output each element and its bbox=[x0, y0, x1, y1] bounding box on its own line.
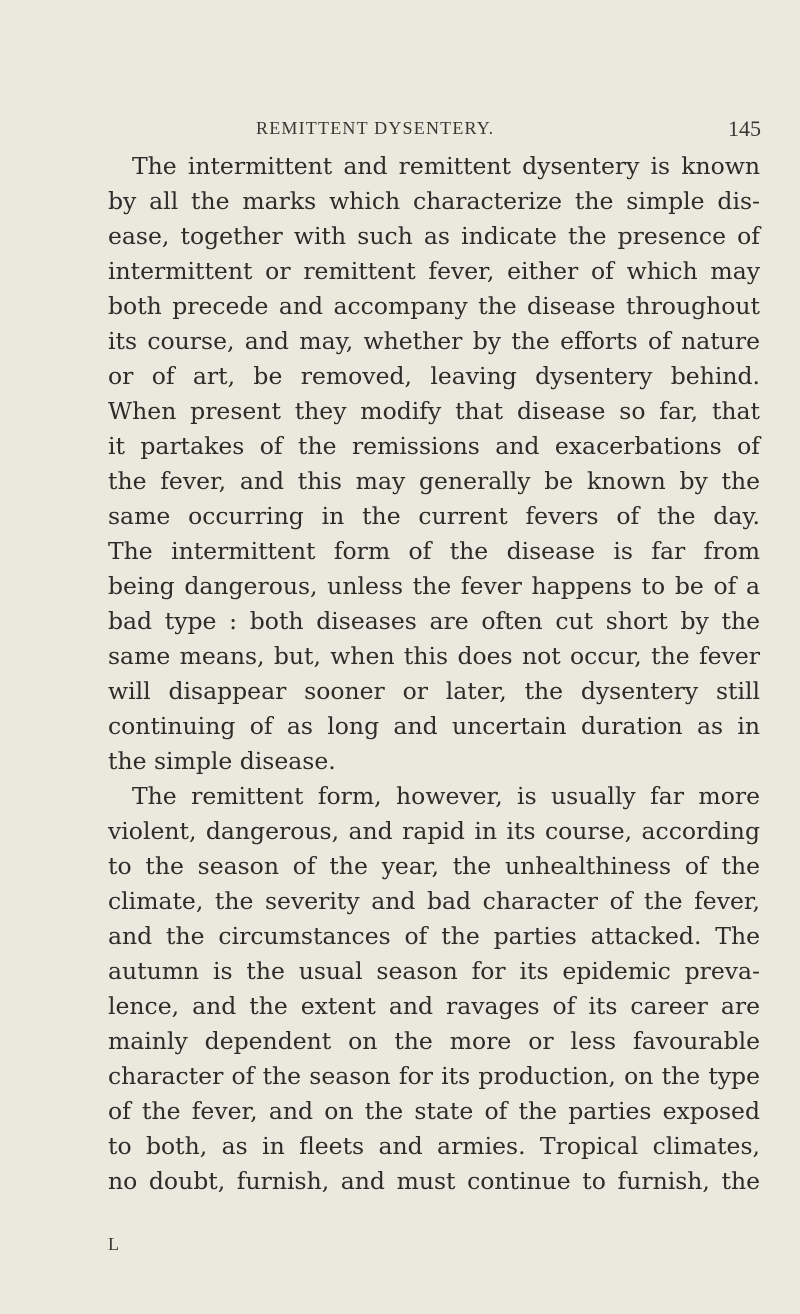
text-line: continuing of as long and uncertain duration as in bbox=[108, 712, 760, 740]
text-line: The intermittent form of the disease is far from bbox=[108, 537, 760, 565]
text-line: intermittent or remittent fever, either of which may bbox=[108, 257, 760, 285]
text-line: its course, and may, whether by the efforts of nature bbox=[108, 327, 760, 355]
text-line: character of the season for its production, on the type bbox=[108, 1062, 760, 1090]
text-line: of the fever, and on the state of the parties exposed bbox=[108, 1097, 760, 1125]
page-number: 145 bbox=[728, 116, 761, 141]
text-line: and the circumstances of the parties attacked. The bbox=[108, 922, 760, 950]
running-head bbox=[0, 118, 800, 142]
text-line: will disappear sooner or later, the dysentery still bbox=[108, 677, 760, 705]
text-line: to both, as in fleets and armies. Tropical climates, bbox=[108, 1132, 760, 1160]
text-line: lence, and the extent and ravages of its career are bbox=[108, 992, 760, 1020]
text-line: it partakes of the remissions and exacerbations of bbox=[108, 432, 760, 460]
running-title: REMITTENT DYSENTERY. bbox=[256, 118, 495, 138]
text-line: When present they modify that disease so far, that bbox=[108, 397, 760, 425]
text-line: the simple disease. bbox=[108, 747, 336, 775]
text-line: ease, together with such as indicate the presence of bbox=[108, 222, 760, 250]
text-line: violent, dangerous, and rapid in its course, according bbox=[108, 817, 760, 845]
text-line: to the season of the year, the unhealthiness of the bbox=[108, 852, 760, 880]
text-line: bad type : both diseases are often cut short by the bbox=[108, 607, 760, 635]
text-line: no doubt, furnish, and must continue to furnish, the bbox=[108, 1167, 760, 1195]
text-line: autumn is the usual season for its epidemic preva- bbox=[108, 957, 760, 985]
text-line: by all the marks which characterize the simple dis- bbox=[108, 187, 760, 215]
text-line: both precede and accompany the disease throughout bbox=[108, 292, 760, 320]
text-line: the fever, and this may generally be known by the bbox=[108, 467, 760, 495]
signature-mark: L bbox=[108, 1234, 119, 1254]
text-line: mainly dependent on the more or less favourable bbox=[108, 1027, 760, 1055]
text-line: being dangerous, unless the fever happens to be of a bbox=[108, 572, 760, 600]
text-line: or of art, be removed, leaving dysentery behind. bbox=[108, 362, 760, 390]
text-line: The remittent form, however, is usually far more bbox=[132, 782, 760, 810]
text-line: The intermittent and remittent dysentery is known bbox=[132, 152, 760, 180]
text-line: same means, but, when this does not occur, the fever bbox=[108, 642, 760, 670]
text-line: same occurring in the current fevers of the day. bbox=[108, 502, 760, 530]
text-line: climate, the severity and bad character of the fever, bbox=[108, 887, 760, 915]
